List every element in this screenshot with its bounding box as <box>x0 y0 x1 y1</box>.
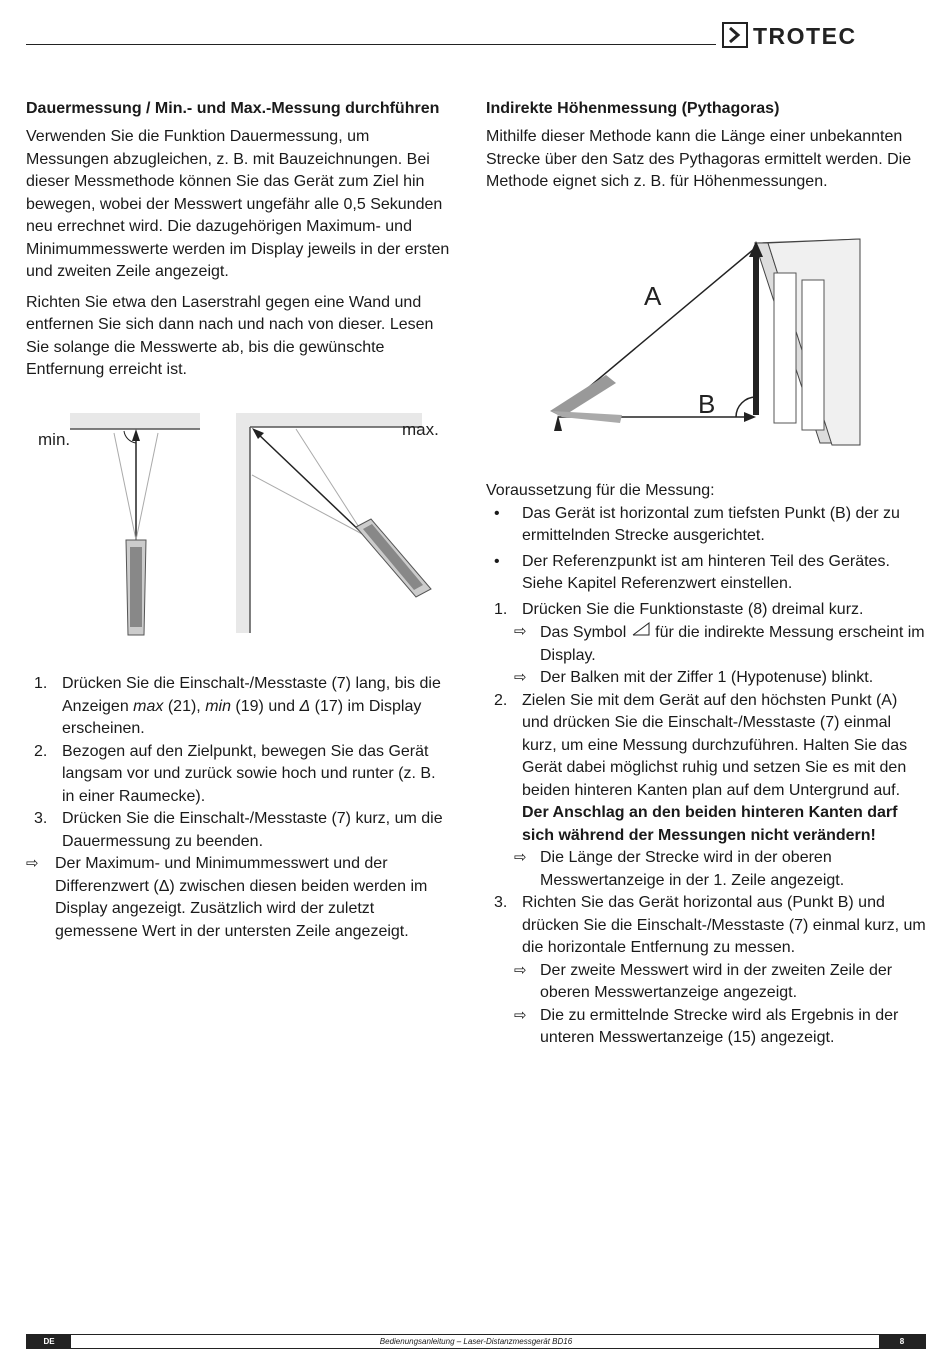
brand-name: TROTEC <box>753 23 857 48</box>
list-item: 2. Bezogen auf den Zielpunkt, bewegen Sie das Gerät langsam vor und zurück sowie hoch und runter (z. B. in einer Raumecke). <box>34 742 436 805</box>
list-item: • Das Gerät ist horizontal zum tiefsten Punkt (B) der zu ermittelnden Strecke ausgerichtet. <box>494 504 900 544</box>
header-rule <box>26 44 716 45</box>
min-label: min. <box>38 430 71 449</box>
step-number: 1. <box>494 600 508 618</box>
list-item: 1. Drücken Sie die Funktionstaste (8) dreimal kurz. <box>486 599 926 622</box>
list-item: 1. Drücken Sie die Einschalt-/Messtaste (7) lang, bis die Anzeigen max (21), min (19) und Δ (17) im Display erscheinen. <box>34 675 441 737</box>
pythagoras-figure <box>540 235 870 455</box>
result-arrow-icon: ⇨ <box>26 855 39 872</box>
list-item: 3. Drücken Sie die Einschalt-/Messtaste (7) kurz, um die Dauermessung zu beenden. <box>34 810 443 850</box>
section-heading-continuous: Dauermessung / Min.- und Max.-Messung durchführen <box>26 100 440 117</box>
footer-language: DE <box>27 1335 71 1348</box>
paragraph: Richten Sie etwa den Laserstrahl gegen eine Wand und entfernen Sie sich dann nach und nach von dieser. Lesen Sie solange die Messwerte ab, bis die gewünschte Entfernung erreicht ist. <box>26 293 434 378</box>
step-number: 2. <box>494 691 508 709</box>
result-item: ⇨ Der Balken mit der Ziffer 1 (Hypotenuse) blinkt. <box>486 667 926 690</box>
brand-logo <box>722 22 922 48</box>
result-item: ⇨ Die zu ermittelnde Strecke wird als Ergebnis in der unteren Messwertanzeige (15) angezeigt. <box>514 1006 899 1046</box>
result-arrow-icon: ⇨ <box>514 849 527 866</box>
result-item: ⇨ Die Länge der Strecke wird in der oberen Messwertanzeige in der 1. Zeile angezeigt. <box>514 849 845 889</box>
warning-text: Der Anschlag an den beiden hinteren Kanten darf sich während der Messungen nicht verändern! <box>522 804 898 844</box>
label-a: A <box>644 281 662 311</box>
prerequisite-label: Voraussetzung für die Messung: <box>486 482 715 499</box>
list-item: 2. Zielen Sie mit dem Gerät auf den höchsten Punkt (A) und drücken Sie die Einschalt-/Messtaste (7) einmal kurz, um eine Messung durchzuführen. Halten Sie das Gerät dabei möglichst ruhig und setzen Sie es mit den beiden hinteren Kanten plan auf dem Untergrund auf. Der Anschlag an den beiden hinteren Kanten darf sich während der Messungen nicht verändern! <box>494 691 908 844</box>
paragraph: Mithilfe dieser Methode kann die Länge einer unbekannten Strecke über den Satz des Pythagoras ermittelt werden. Die Methode eignet sich z. B. für Höhenmessungen. <box>486 128 912 190</box>
result-arrow-icon: ⇨ <box>514 1006 527 1024</box>
result-arrow-icon: ⇨ <box>514 961 527 979</box>
result-item: ⇨ Der Maximum- und Minimummesswert und der Differenzwert (Δ) zwischen diesen beiden werden im Display angezeigt. Zusätzlich wird der zuletzt gemessene Wert in der untersten Zeile angezeigt. <box>26 855 428 940</box>
left-column <box>26 98 451 390</box>
page-footer <box>26 1334 926 1349</box>
result-item: ⇨ Das Symbol für die indirekte Messung erscheint im Display. <box>514 623 925 664</box>
left-steps <box>26 673 451 943</box>
paragraph: Verwenden Sie die Funktion Dauermessung, um Messungen abzugleichen, z. B. mit Bauzeichnungen. Bei dieser Messmethode können Sie das Gerät zum Ziel hin bewegen, wobei der Messwert ungefähr alle 0,5 Sekunden neu errechnet wird. Die dazugehörigen Maximum- und Minimummesswerte werden im Display jeweils in der ersten und zweiten Zeile angezeigt. <box>26 128 450 280</box>
step-number: 2. <box>34 742 48 760</box>
result-arrow-icon: ⇨ <box>514 623 527 640</box>
max-label: max. <box>402 420 439 439</box>
right-column <box>486 98 926 202</box>
indirect-measure-symbol-icon <box>631 621 651 637</box>
bullet-icon: • <box>494 552 500 570</box>
step-number: 1. <box>34 675 48 692</box>
label-b: B <box>698 389 716 419</box>
page-number: 8 <box>879 1335 925 1348</box>
result-arrow-icon: ⇨ <box>514 669 527 686</box>
list-item: • Der Referenzpunkt ist am hinteren Teil des Gerätes. Siehe Kapitel Referenzwert einstellen. <box>494 552 890 592</box>
result-item: ⇨ Der zweite Messwert wird in der zweiten Zeile der oberen Messwertanzeige angezeigt. <box>514 961 893 1001</box>
step-number: 3. <box>494 894 508 911</box>
list-item: 3. Richten Sie das Gerät horizontal aus (Punkt B) und drücken Sie die Einschalt-/Messtaste (7) einmal kurz, um die horizontale Entfernung zu messen. <box>494 894 926 956</box>
bullet-icon: • <box>494 504 500 522</box>
step-number: 3. <box>34 810 48 827</box>
section-heading-pythagoras: Indirekte Höhenmessung (Pythagoras) <box>486 100 780 117</box>
min-max-figure <box>26 405 456 645</box>
right-steps <box>486 480 926 1050</box>
footer-title: Bedienungsanleitung – Laser-Distanzmessgerät BD16 <box>379 1337 573 1346</box>
